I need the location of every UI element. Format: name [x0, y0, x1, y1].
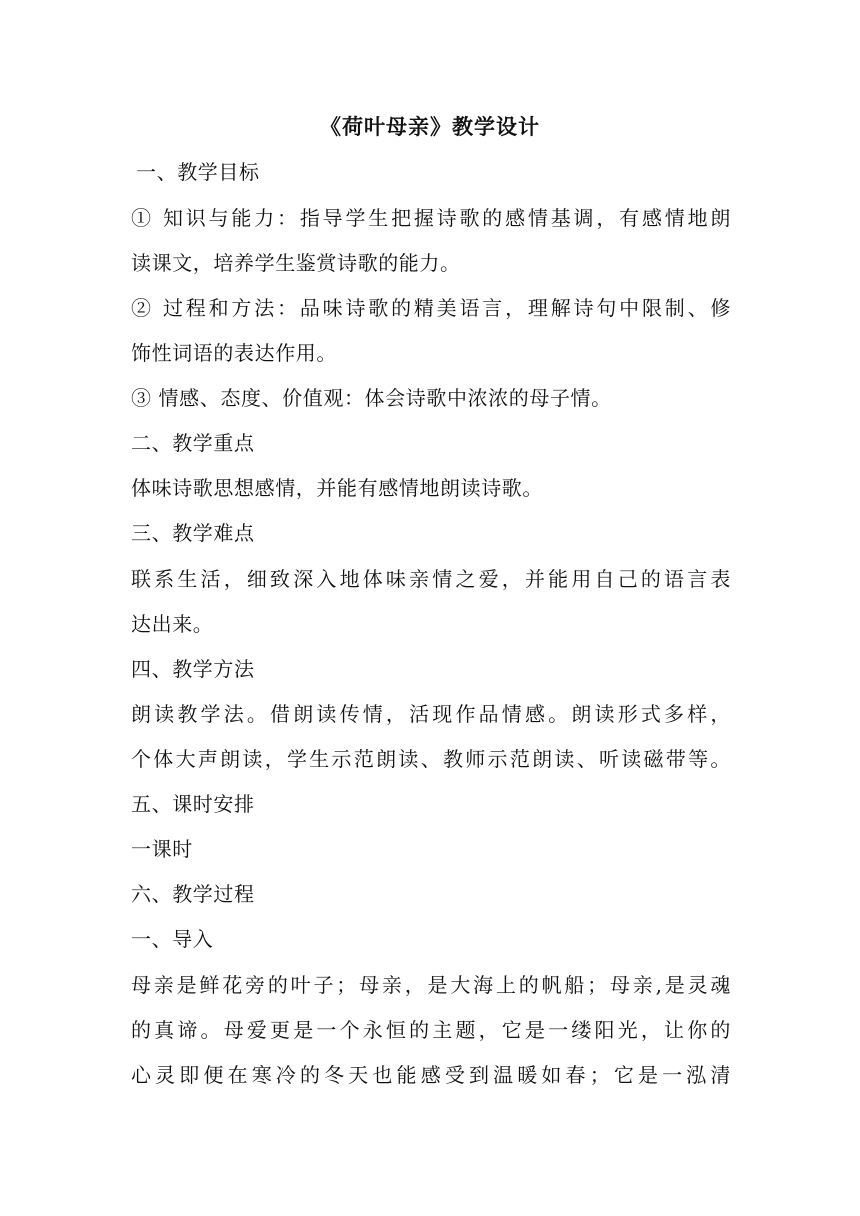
- heading-schedule: 五、课时安排: [131, 792, 255, 816]
- paragraph-line: 饰性词语的表达作用。: [131, 341, 337, 365]
- paragraph-line: 达出来。: [131, 612, 214, 636]
- paragraph-line: ③ 情感、态度、价值观：体会诗歌中浓浓的母子情。: [131, 386, 612, 410]
- paragraph-line: ① 知识与能力：指导学生把握诗歌的感情基调，有感情地朗: [131, 206, 731, 230]
- paragraph-line: 读课文，培养学生鉴赏诗歌的能力。: [131, 251, 461, 275]
- paragraph-line: 心灵即便在寒冷的冬天也能感受到温暖如春；它是一泓清: [131, 1063, 731, 1087]
- heading-process: 六、教学过程: [131, 882, 255, 906]
- heading-key-points: 二、教学重点: [131, 431, 255, 455]
- paragraph-line: 母亲是鲜花旁的叶子；母亲，是大海上的帆船；母亲,是灵魂: [131, 973, 731, 997]
- heading-methods: 四、教学方法: [131, 657, 255, 681]
- paragraph-line: ② 过程和方法：品味诗歌的精美语言，理解诗句中限制、修: [131, 296, 731, 320]
- heading-difficulties: 三、教学难点: [131, 521, 255, 545]
- paragraph-line: 体味诗歌思想感情，并能有感情地朗读诗歌。: [131, 476, 543, 500]
- paragraph-line: 一课时: [131, 837, 193, 861]
- paragraph-line: 朗读教学法。借朗读传情，活现作品情感。朗读形式多样，: [131, 702, 731, 726]
- paragraph-line: 的真谛。母爱更是一个永恒的主题，它是一缕阳光，让你的: [131, 1018, 731, 1042]
- paragraph-line: 个体大声朗读，学生示范朗读、教师示范朗读、听读磁带等。: [131, 747, 731, 771]
- paragraph-line: 联系生活，细致深入地体味亲情之爱，并能用自己的语言表: [131, 567, 731, 591]
- heading-teaching-goals: 一、教学目标: [136, 160, 260, 184]
- heading-introduction: 一、导入: [131, 927, 214, 951]
- document-title: 《荷叶母亲》教学设计: [320, 114, 540, 139]
